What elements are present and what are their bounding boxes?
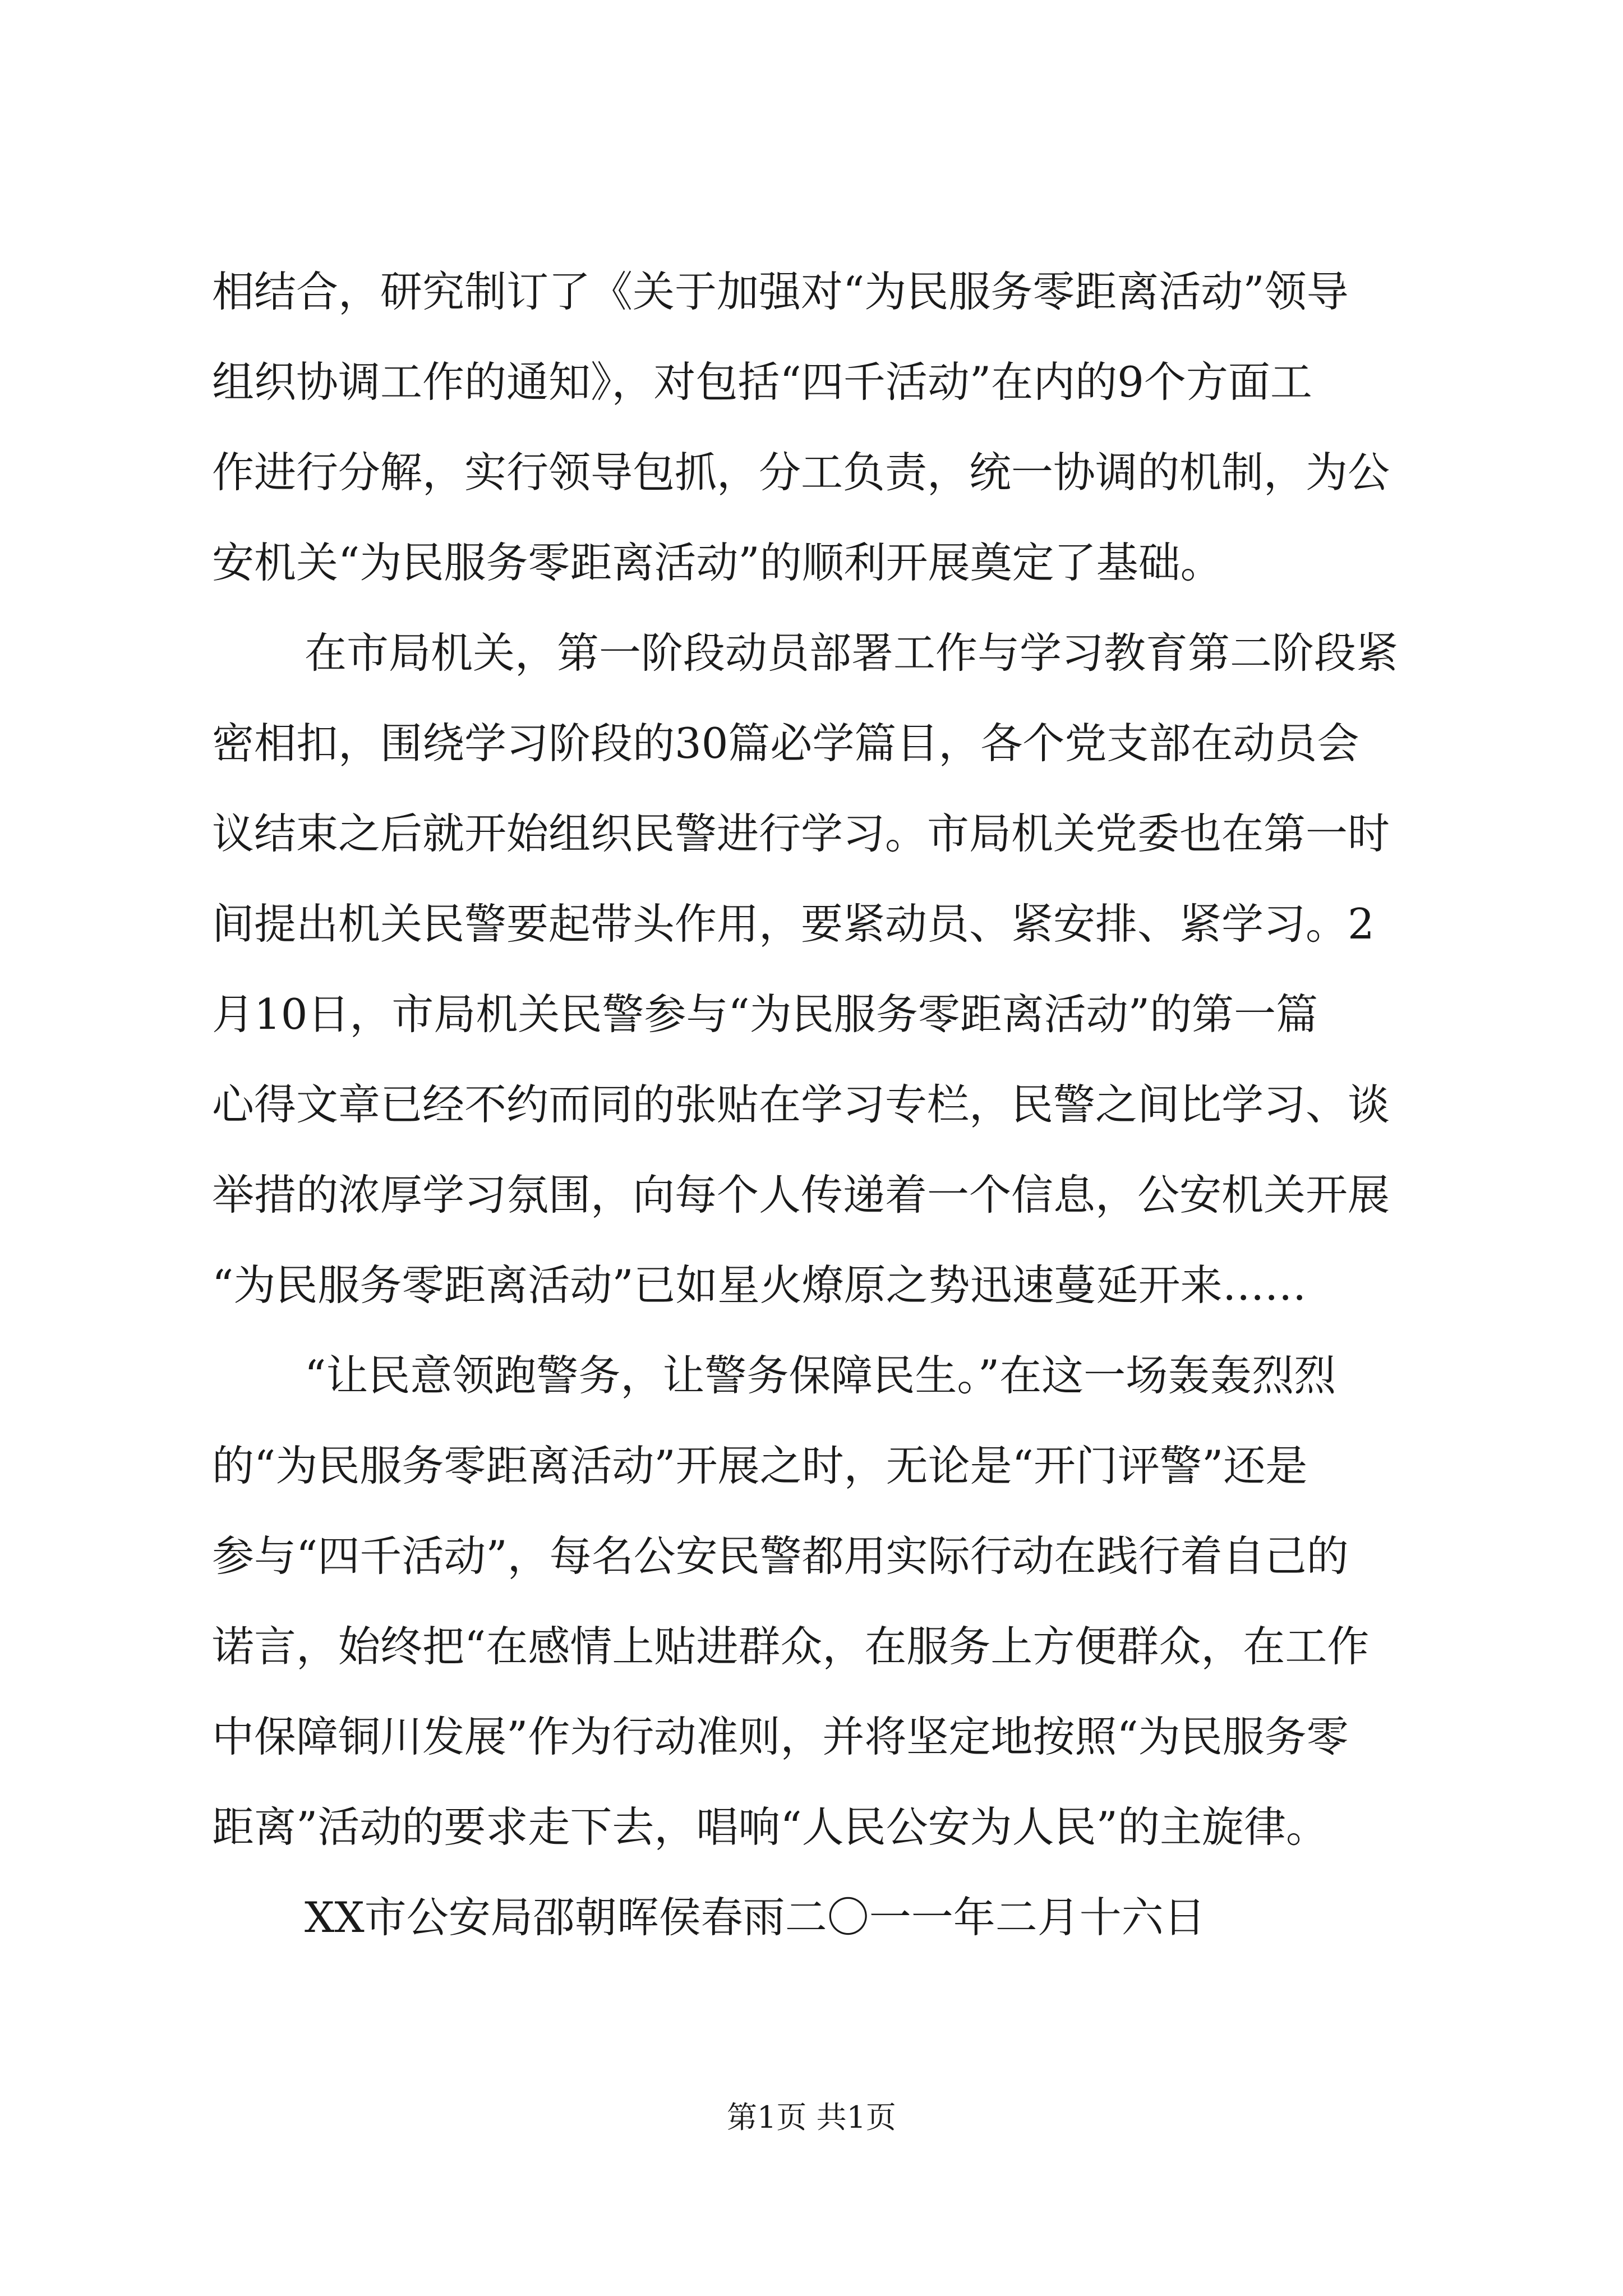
text-line: 的“为民服务零距离活动”开展之时，无论是“开门评警”还是 xyxy=(212,1441,1308,1490)
text-line: 中保障铜川发展”作为行动准则，并将坚定地按照“为民服务零 xyxy=(212,1712,1349,1761)
text-line: 安机关“为民服务零距离活动”的顺利开展奠定了基础。 xyxy=(212,538,1223,587)
text-line: 月10日，市局机关民警参与“为民服务零距离活动”的第一篇 xyxy=(212,990,1318,1039)
signature-line: XX市公安局邵朝晖侯春雨二〇一一年二月十六日 xyxy=(305,1893,1206,1942)
page-number-footer: 第1页 共1页 xyxy=(727,2100,896,2135)
text-line: 举措的浓厚学习氛围，向每个人传递着一个信息，公安机关开展 xyxy=(212,1170,1390,1220)
text-line: 距离”活动的要求走下去，唱响“人民公安为人民”的主旋律。 xyxy=(212,1802,1329,1852)
text-line: 组织协调工作的通知》，对包括“四千活动”在内的9个方面工 xyxy=(212,357,1312,407)
text-line: 参与“四千活动”，每名公安民警都用实际行动在践行着自己的 xyxy=(212,1531,1349,1581)
paragraph-first-line: 在市局机关，第一阶段动员部署工作与学习教育第二阶段紧 xyxy=(305,628,1399,678)
text-line: 密相扣，围绕学习阶段的30篇必学篇目，各个党支部在动员会 xyxy=(212,719,1359,768)
text-line: “为民服务零距离活动”已如星火燎原之势迅速蔓延开来…… xyxy=(212,1260,1307,1310)
text-line: 间提出机关民警要起带头作用，要紧动员、紧安排、紧学习。2 xyxy=(212,899,1375,949)
text-line: 心得文章已经不约而同的张贴在学习专栏，民警之间比学习、谈 xyxy=(212,1080,1390,1129)
paragraph-first-line: “让民意领跑警务，让警务保障民生。”在这一场轰轰烈烈 xyxy=(305,1351,1336,1400)
text-line: 相结合，研究制订了《关于加强对“为民服务零距离活动”领导 xyxy=(212,267,1349,316)
text-line: 诺言，始终把“在感情上贴进群众，在服务上方便群众，在工作 xyxy=(212,1622,1370,1671)
text-line: 作进行分解，实行领导包抓，分工负责，统一协调的机制，为公 xyxy=(212,448,1390,497)
text-line: 议结束之后就开始组织民警进行学习。市局机关党委也在第一时 xyxy=(212,809,1390,858)
